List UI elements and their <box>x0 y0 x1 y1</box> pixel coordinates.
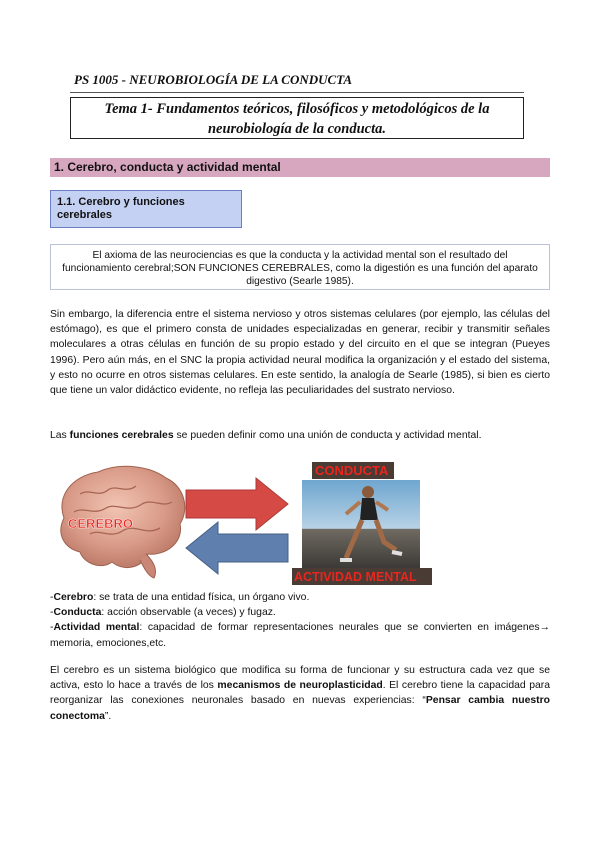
p3-bold2: Pensar cambia nuestro conectoma <box>50 695 550 722</box>
paragraph-3 <box>50 663 550 724</box>
p2-post: se pueden definir como una unión de conducta y actividad mental. <box>173 430 482 441</box>
p3-post: ”. <box>104 710 112 722</box>
brain-behavior-diagram <box>50 458 440 588</box>
def-term: Cerebro <box>53 592 94 603</box>
def-text: : capacidad de formar representaciones neurales que se convierten en imágenes→ memoria, emociones,etc. <box>50 622 550 649</box>
p2-pre: Las <box>50 430 70 441</box>
subsection-heading <box>50 190 242 228</box>
section-heading: 1. Cerebro, conducta y actividad mental <box>50 158 550 177</box>
tema-title-line2: neurobiología de la conducta. <box>207 121 387 137</box>
subsection-line2: cerebrales <box>57 209 113 221</box>
def-prefix: - <box>50 622 54 634</box>
paragraph-2 <box>50 428 550 443</box>
brain-label: CEREBRO <box>68 516 134 531</box>
axiom-text: El axioma de las neurociencias es que la conducta y la actividad mental son el resultado del funcionamiento cerebral;SON FUNCIONES CEREBRALES, como la digestión es una función del aparato digestivo (Searle 1985). <box>62 250 538 287</box>
subsection-line1: 1.1. Cerebro y funciones <box>57 196 185 208</box>
paragraph-1: Sin embargo, la diferencia entre el sistema nervioso y otros sistemas celulares (por ejemplo, las células del estómago), es que el primero consta de unidades especializadas en generar, recibir y transmitir señales moleculares a otras células en función de su propio estado y del circuito en el que se integran (Pueyes 1996). Pero aún más, en el SNC la propia actividad neural modifica la organización y el estado del sistema, y esto no ocurre en otros sistemas celulares. En este sentido, la analogía de Searle (1985), si bien es cierto que tiene un valor didáctico evidente, no refleja las peculiaridades del sustrato nervioso. <box>50 309 550 397</box>
def-text: : acción observable (a veces) y fugaz. <box>101 607 276 619</box>
p2-bold: funciones cerebrales <box>69 430 174 441</box>
axiom-box <box>50 244 550 290</box>
arrow-right-icon <box>186 478 288 530</box>
def-prefix: - <box>50 592 54 603</box>
definition-item <box>50 605 550 620</box>
def-text: : se trata de una entidad física, un órgano vivo. <box>93 592 310 603</box>
p3-pre: El cerebro es un sistema biológico que modifica su forma de funcionar y su estructura cada vez que se activa, esto lo hace a través de los <box>50 665 550 692</box>
tema-title-line1: Tema 1- Fundamentos teóricos, filosóficos y metodológicos de la <box>104 101 490 117</box>
tema-title-box <box>70 97 524 139</box>
def-term: Conducta <box>53 607 102 619</box>
definitions-list <box>50 590 550 651</box>
course-title: PS 1005 - NEUROBIOLOGÍA DE LA CONDUCTA <box>74 72 353 87</box>
definition-item <box>50 590 550 605</box>
p3-bold1: mecanismos de neuroplasticidad <box>217 680 383 692</box>
arrow-left-icon <box>186 522 288 574</box>
definition-item <box>50 620 550 650</box>
runner-photo <box>302 480 420 568</box>
actividad-mental-label: ACTIVIDAD MENTAL <box>294 570 417 584</box>
p3-mid: . El cerebro tiene la capacidad para reorganizar las conexiones neuronales basado en nuevas experiencias: “ <box>50 680 550 707</box>
conducta-label: CONDUCTA <box>315 463 389 478</box>
def-prefix: - <box>50 607 54 619</box>
def-term: Actividad mental <box>53 622 140 634</box>
header-divider <box>70 92 524 93</box>
